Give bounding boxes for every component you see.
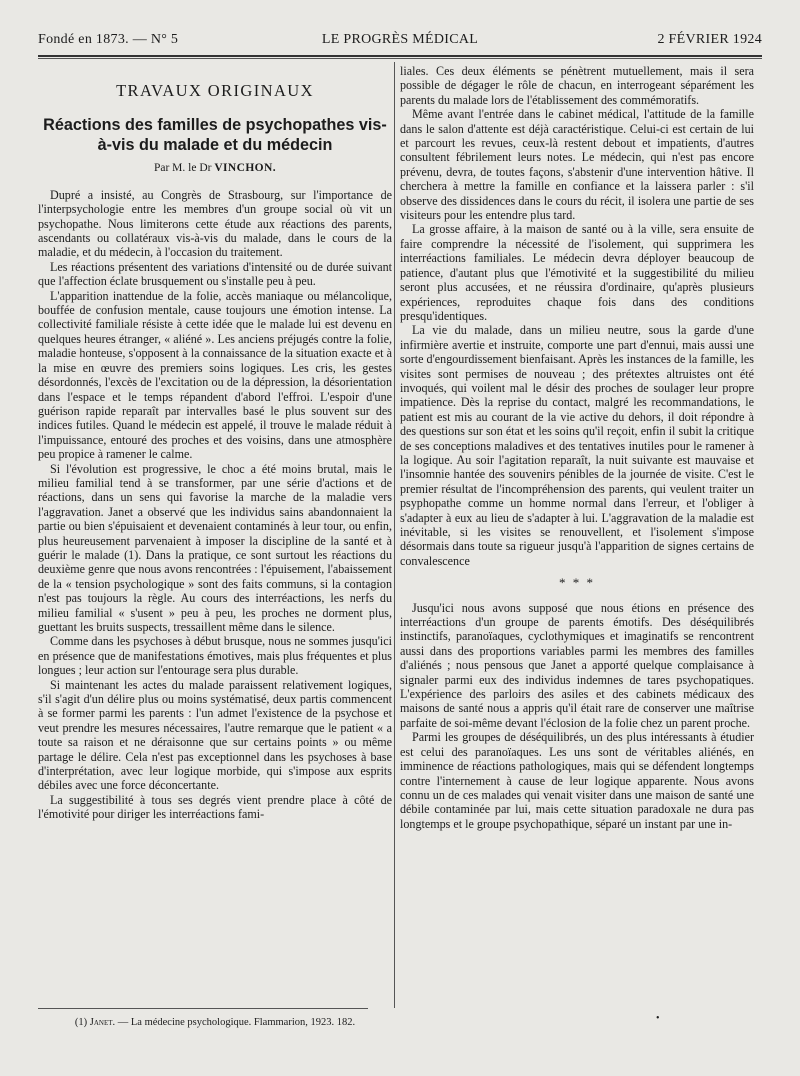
page-mark-dot: • (656, 1013, 660, 1024)
section-heading: TRAVAUX ORIGINAUX (116, 81, 314, 100)
section-break-stars: * * * (559, 575, 595, 591)
paragraph: La grosse affaire, à la maison de santé ou à la ville, sera ensuite de faire comprendre la nécessité de l'isolement, qui supprimera les interréactions familiales. Le médecin devra déployer beaucoup de patience, d'autant plus que l'émotivité et la suggestibilité du milieu seront plus accusées, et ne réussira d'ordinaire, qu'après plusieurs expériences, reproduites chaque fois dans des conditions presqu'identiques. (400, 222, 754, 323)
paragraph: Dupré a insisté, au Congrès de Strasbourg, sur l'importance de l'interpsychologie entre les membres d'un groupe social où vit un psychopathe. Nous limiterons cette étude aux réactions des parents, ascendants ou collatéraux vis-à-vis du malade, dans le cours de la maladie, et du médecin, à l'occasion du traitement. (38, 187, 392, 260)
article-title: Réactions des familles de psychopathes vis-à-vis du malade et du médecin (43, 116, 387, 154)
footnote (38, 1016, 392, 1029)
journal-title: LE PROGRÈS MÉDICAL (321, 32, 479, 47)
footnote-marker: (1) (74, 1017, 88, 1028)
paragraph: Comme dans les psychoses à début brusque, nous ne sommes jusqu'ici en présence que de manifestations émotives, mais plus fréquentes et plus longues ; leur action sur l'entourage sera plus durable. (38, 634, 392, 678)
paragraph: La vie du malade, dans un milieu neutre, sous la garde d'une infirmière avertie et instruite, comporte une part d'ennui, mais aussi une sorte d'engourdissement bienfaisant. Après les instances de la famille, les visites sont permises de nouveau ; des prétextes altruistes ont été invoqués, qui voilent mal le désir des proches de soulager leur propre impatience. Dès la reprise du contact, malgré les recommandations, le patient est mis au courant de la vie active du dehors, il doit répondre à des questions sur son état et les soins qu'il reçoit, enfin il subit la critique de ses conceptions maladives et des tentatives inutiles pour le ramener à la logique. Au soir l'agitation reparaît, la nuit suivante est mauvaise et l'insomnie hantée des souvenirs pénibles de la journée de visite. C'est le premier résultat de l'incompréhension des parents, qui veulent traiter un psyphopathe comme un homme normal dans l'erreur, et l'obliger à s'adapter à eux au lieu de s'adapter à lui. L'aggravation de la maladie est inévitable, si les visites se renouvellent, et l'isolement s'impose désormais dans toute sa rigueur jusqu'à l'apparition de signes certains de convalescence (400, 323, 754, 568)
paragraph: Les réactions présentent des variations d'intensité ou de durée suivant que l'affection éclate brusquement ou s'installe peu à peu. (38, 259, 392, 289)
paragraph: Si l'évolution est progressive, le choc a été moins brutal, mais le milieu familial tend à se transformer, par une série d'actions et de réactions, dans un sens qui favorise la marche de la maladie vers l'aggravation. Janet a observé que les individus sains abandonnaient la partie ou bien s'épuisaient et devenaient contaminés à leur tour, ou enfin, plus heureusement parvenaient à imposer la discipline de la santé et à guérir le malade (1). Dans la pratique, ce sont surtout les réactions du deuxième genre que nous avons rencontrées : l'épuisement, l'abaissement de la « tension psychologique » sont des faits communs, si la contagion n'est pas toujours la règle. Au cours des interréactions, les nerfs du milieu familial « s'usent » peu à peu, les proches ne dorment plus, guettant les bruits suspects, tressaillent même dans le silence. (38, 461, 392, 634)
column-divider (394, 62, 395, 1008)
footnote-text: — La médecine psychologique. Flammarion, 1923. 182. (117, 1017, 356, 1028)
author-name: VINCHON. (214, 162, 277, 175)
paragraph: Si maintenant les actes du malade paraissent relativement logiques, s'il s'agit d'un délire plus ou moins systématisé, deux partis commencent à se former parmi les parents : l'un admet l'existence de la psychose et veut prendre les mesures nécessaires, l'autre remarque que le patient « a toute sa raison et ne déraisonne que sur certains points » ou même partage le délire. Cela n'est pas exceptionnel dans les psychoses à base d'interprétation, avec leur logique morbide, qui s'impose aux esprits débiles avec une force déconcertante. (38, 677, 392, 793)
left-column (38, 64, 392, 822)
issue-date: 2 FÉVRIER 1924 (657, 32, 762, 47)
right-body-top (400, 64, 754, 568)
paragraph: La suggestibilité à tous ses degrés vient prendre place à côté de l'émotivité pour diriger les interréactions fami- (38, 792, 392, 822)
right-column (400, 64, 754, 831)
header-rule (38, 55, 762, 59)
byline-prefix: Par M. le Dr (153, 162, 212, 175)
footnote-author: Janet. (89, 1017, 116, 1028)
paragraph: L'apparition inattendue de la folie, accès maniaque ou mélancolique, bouffée de confusion mentale, cause toujours une émotion intense. La collectivité familiale résiste à cette idée que le malade lui est devenu en quelques heures étranger, « aliéné ». Les anciens préjugés contre la folie, maladie honteuse, s'opposent à la connaissance de la situation exacte et à la mise en œuvre des premiers soins logiques. Les cris, les gestes désordonnés, l'excès de l'excitation ou de la dépression, la désorientation dans l'espace et le temps répandent d'abord l'effroi. L'espoir d'une guérison rapide reparaît par intervalles basé le plus souvent sur des indices futiles. Quand le médecin est appelé, il trouve le malade réduit à l'impuissance, entouré des proches et des voisins, dans une atmosphère peu propice à ramener le calme. (38, 288, 392, 462)
running-header (38, 32, 762, 52)
left-body (38, 188, 392, 822)
paragraph: Jusqu'ici nous avons supposé que nous étions en présence des interréactions d'un groupe de parents émotifs. Des déséquilibrés instinctifs, paranoïaques, cyclothymiques et imaginatifs se rencontrent aussi dans des proportions variables parmi les membres des familles d'aliénés ; nous pensous que Janet a apporté quelque complaisance à signaler parmi eux des individus indemnes de tares psychopatiques. L'expérience des parloirs des asiles et des cabinets médicaux des maisons de santé nous a appris qu'il était rare de conserver une maîtrise parfaite de soi-même devant l'éclosion de la folie chez un parent proche. (400, 600, 754, 730)
footnote-rule (38, 1008, 368, 1009)
right-body-bottom (400, 601, 754, 832)
paragraph: Parmi les groupes de déséquilibrés, un des plus intéressants à étudier est celui des paranoïaques. Les uns sont de véritables aliénés, en imminence de réactions pathologiques, mais qui se défendent longtemps contre l'internement à cause de leur logique apparente. Nous avons connu un de ces malades qui venait visiter dans une maison de santé une débile contaminée par lui, mais cette situation paradoxale ne dura pas longtemps et le groupe psychopathique, séparé un instant par une in- (400, 730, 754, 831)
byline (38, 161, 392, 175)
paragraph: liales. Ces deux éléments se pénètrent mutuellement, mais il sera possible de dégager le rôle de chacun, en interrogeant séparément les parents du malade lors de l'établissement des commémoratifs. (400, 64, 754, 107)
paragraph: Même avant l'entrée dans le cabinet médical, l'attitude de la famille dans le salon d'attente est déjà caractéristique. Celui-ci est certain de lui et parcourt les revues, ceux-là restent debout et impatients, d'autres consultent fébrilement leurs notes. Le médecin, qui n'est pas encore prévenu, devra, de toutes façons, s'abstenir d'une intervention hâtive. Il cherchera à mettre la famille en confiance et la laissera parler : s'il observe des dissidences dans le cours du récit, il isolera une partie de ses visiteurs pour les entendre plus tard. (400, 107, 754, 223)
founding-issue-label: Fondé en 1873. — N° 5 (38, 32, 179, 47)
